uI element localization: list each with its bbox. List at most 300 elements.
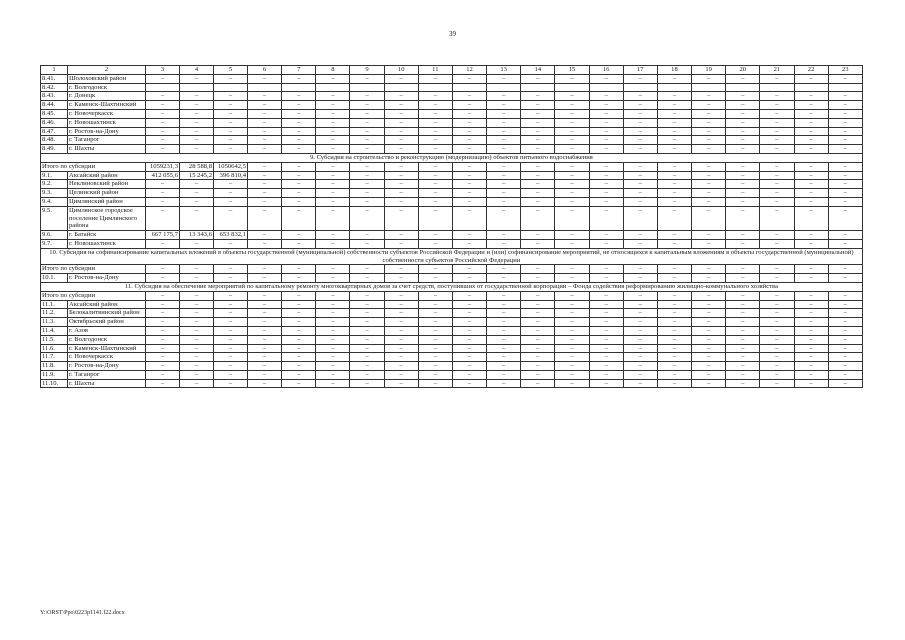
empty-value-cell: – xyxy=(350,118,384,127)
empty-value-cell: – xyxy=(760,127,794,136)
empty-value-cell: – xyxy=(487,74,521,83)
empty-value-cell: – xyxy=(418,370,452,379)
empty-value-cell: – xyxy=(555,231,589,240)
empty-value-cell: – xyxy=(248,353,282,362)
empty-value-cell: – xyxy=(623,318,657,327)
table-row xyxy=(41,197,863,206)
empty-value-cell: – xyxy=(384,379,418,388)
row-number: 9.5. xyxy=(41,206,68,230)
empty-value-cell: – xyxy=(589,171,623,180)
empty-value-cell: – xyxy=(726,370,760,379)
municipality-name: Целинский район xyxy=(68,189,146,198)
empty-value-cell: – xyxy=(452,189,486,198)
empty-value-cell: – xyxy=(214,145,248,154)
total-label: Итого по субсидии xyxy=(41,291,146,300)
empty-value-cell: – xyxy=(828,379,862,388)
empty-value-cell: – xyxy=(316,101,350,110)
empty-value-cell: – xyxy=(760,145,794,154)
empty-value-cell: – xyxy=(146,136,180,145)
row-number: 8.49. xyxy=(41,145,68,154)
empty-value-cell: – xyxy=(623,92,657,101)
empty-value-cell: – xyxy=(316,197,350,206)
empty-value-cell xyxy=(350,83,384,92)
empty-value-cell: – xyxy=(316,318,350,327)
empty-value-cell: – xyxy=(418,309,452,318)
empty-value-cell: – xyxy=(282,109,316,118)
empty-value-cell: – xyxy=(726,127,760,136)
empty-value-cell: – xyxy=(180,265,214,274)
empty-value-cell: – xyxy=(418,291,452,300)
page-number: 39 xyxy=(449,30,456,38)
municipality-name: г. Новошахтинск xyxy=(68,118,146,127)
empty-value-cell: – xyxy=(794,379,828,388)
empty-value-cell xyxy=(794,83,828,92)
empty-value-cell: – xyxy=(760,335,794,344)
empty-value-cell: – xyxy=(589,309,623,318)
empty-value-cell: – xyxy=(214,344,248,353)
empty-value-cell: – xyxy=(487,379,521,388)
row-number: 11.6. xyxy=(41,344,68,353)
empty-value-cell: – xyxy=(726,265,760,274)
empty-value-cell: – xyxy=(146,127,180,136)
empty-value-cell: – xyxy=(282,74,316,83)
empty-value-cell: – xyxy=(555,265,589,274)
empty-value-cell: – xyxy=(623,326,657,335)
empty-value-cell: – xyxy=(726,353,760,362)
empty-value-cell: – xyxy=(726,291,760,300)
empty-value-cell: – xyxy=(180,353,214,362)
empty-value-cell: – xyxy=(214,109,248,118)
empty-value-cell: – xyxy=(146,92,180,101)
empty-value-cell: – xyxy=(180,335,214,344)
empty-value-cell: – xyxy=(555,189,589,198)
empty-value-cell: – xyxy=(146,370,180,379)
empty-value-cell: – xyxy=(794,335,828,344)
empty-value-cell: – xyxy=(521,353,555,362)
empty-value-cell: – xyxy=(248,309,282,318)
empty-value-cell: – xyxy=(828,274,862,283)
empty-value-cell: – xyxy=(657,353,691,362)
empty-value-cell: – xyxy=(487,265,521,274)
column-number-cell: 2 xyxy=(68,66,146,75)
total-row xyxy=(41,265,863,274)
empty-value-cell: – xyxy=(350,344,384,353)
empty-value-cell: – xyxy=(828,353,862,362)
municipality-name: г. Волгодонск xyxy=(68,83,146,92)
empty-value-cell: – xyxy=(589,180,623,189)
empty-value-cell: – xyxy=(794,180,828,189)
table-row xyxy=(41,118,863,127)
column-number-cell: 5 xyxy=(214,66,248,75)
empty-value-cell: – xyxy=(623,291,657,300)
empty-value-cell: – xyxy=(350,318,384,327)
empty-value-cell: – xyxy=(623,171,657,180)
empty-value-cell: – xyxy=(521,118,555,127)
column-number-cell: 10 xyxy=(384,66,418,75)
municipality-name: г. Ростов-на-Дону xyxy=(68,362,146,371)
empty-value-cell: – xyxy=(350,353,384,362)
empty-value-cell: – xyxy=(350,197,384,206)
empty-value-cell: – xyxy=(214,274,248,283)
empty-value-cell: – xyxy=(657,362,691,371)
empty-value-cell: – xyxy=(692,274,726,283)
empty-value-cell: – xyxy=(316,362,350,371)
empty-value-cell: – xyxy=(214,335,248,344)
municipality-name: г. Каменск-Шахтинский xyxy=(68,344,146,353)
empty-value-cell: – xyxy=(180,344,214,353)
value-cell: 1059231,3 xyxy=(146,162,180,171)
empty-value-cell: – xyxy=(521,206,555,230)
empty-value-cell: – xyxy=(146,206,180,230)
empty-value-cell: – xyxy=(555,335,589,344)
empty-value-cell: – xyxy=(384,136,418,145)
empty-value-cell: – xyxy=(760,197,794,206)
row-number: 11.2. xyxy=(41,309,68,318)
empty-value-cell: – xyxy=(589,127,623,136)
empty-value-cell: – xyxy=(760,74,794,83)
empty-value-cell: – xyxy=(828,189,862,198)
empty-value-cell: – xyxy=(623,239,657,248)
empty-value-cell: – xyxy=(760,109,794,118)
empty-value-cell xyxy=(418,83,452,92)
empty-value-cell: – xyxy=(623,145,657,154)
empty-value-cell: – xyxy=(487,326,521,335)
empty-value-cell: – xyxy=(623,189,657,198)
empty-value-cell: – xyxy=(794,145,828,154)
row-number: 8.48. xyxy=(41,136,68,145)
empty-value-cell: – xyxy=(726,379,760,388)
empty-value-cell: – xyxy=(248,180,282,189)
empty-value-cell: – xyxy=(384,309,418,318)
empty-value-cell: – xyxy=(589,326,623,335)
empty-value-cell: – xyxy=(555,145,589,154)
empty-value-cell: – xyxy=(350,265,384,274)
empty-value-cell: – xyxy=(316,171,350,180)
empty-value-cell: – xyxy=(794,344,828,353)
empty-value-cell: – xyxy=(828,180,862,189)
empty-value-cell: – xyxy=(555,101,589,110)
empty-value-cell: – xyxy=(555,92,589,101)
empty-value-cell: – xyxy=(316,127,350,136)
empty-value-cell: – xyxy=(657,309,691,318)
municipality-name: Неклиновский район xyxy=(68,180,146,189)
empty-value-cell: – xyxy=(794,370,828,379)
empty-value-cell: – xyxy=(623,265,657,274)
empty-value-cell: – xyxy=(794,231,828,240)
empty-value-cell: – xyxy=(589,318,623,327)
empty-value-cell xyxy=(589,83,623,92)
empty-value-cell: – xyxy=(248,101,282,110)
empty-value-cell: – xyxy=(726,197,760,206)
empty-value-cell: – xyxy=(657,274,691,283)
empty-value-cell: – xyxy=(316,189,350,198)
municipality-name: г. Новочеркасск xyxy=(68,109,146,118)
empty-value-cell: – xyxy=(418,109,452,118)
table-row xyxy=(41,101,863,110)
empty-value-cell: – xyxy=(692,291,726,300)
empty-value-cell: – xyxy=(555,180,589,189)
value-cell: 1050642,5 xyxy=(214,162,248,171)
empty-value-cell: – xyxy=(146,145,180,154)
empty-value-cell: – xyxy=(657,318,691,327)
municipality-name: г. Шахты xyxy=(68,145,146,154)
empty-value-cell: – xyxy=(521,362,555,371)
empty-value-cell: – xyxy=(248,379,282,388)
total-row xyxy=(41,291,863,300)
empty-value-cell: – xyxy=(214,239,248,248)
empty-value-cell: – xyxy=(487,362,521,371)
empty-value-cell: – xyxy=(350,101,384,110)
empty-value-cell: – xyxy=(794,326,828,335)
row-number: 11.4. xyxy=(41,326,68,335)
empty-value-cell: – xyxy=(828,92,862,101)
column-number-cell: 18 xyxy=(657,66,691,75)
empty-value-cell: – xyxy=(384,274,418,283)
empty-value-cell: – xyxy=(282,335,316,344)
empty-value-cell: – xyxy=(828,197,862,206)
empty-value-cell: – xyxy=(487,101,521,110)
empty-value-cell: – xyxy=(350,127,384,136)
empty-value-cell: – xyxy=(180,180,214,189)
empty-value-cell: – xyxy=(521,180,555,189)
empty-value-cell: – xyxy=(418,127,452,136)
empty-value-cell: – xyxy=(521,109,555,118)
empty-value-cell: – xyxy=(248,344,282,353)
column-number-cell: 1 xyxy=(41,66,68,75)
empty-value-cell: – xyxy=(760,362,794,371)
empty-value-cell: – xyxy=(555,379,589,388)
empty-value-cell xyxy=(555,83,589,92)
column-number-cell: 21 xyxy=(760,66,794,75)
empty-value-cell: – xyxy=(828,318,862,327)
column-number-cell: 6 xyxy=(248,66,282,75)
empty-value-cell: – xyxy=(657,162,691,171)
empty-value-cell xyxy=(487,83,521,92)
empty-value-cell: – xyxy=(794,118,828,127)
column-number-cell: 8 xyxy=(316,66,350,75)
empty-value-cell: – xyxy=(146,118,180,127)
column-number-cell: 3 xyxy=(146,66,180,75)
value-cell: 653 832,1 xyxy=(214,231,248,240)
empty-value-cell: – xyxy=(384,101,418,110)
empty-value-cell: – xyxy=(248,92,282,101)
municipality-name: Октябрьский район xyxy=(68,318,146,327)
empty-value-cell: – xyxy=(146,291,180,300)
empty-value-cell: – xyxy=(350,379,384,388)
empty-value-cell: – xyxy=(418,231,452,240)
empty-value-cell: – xyxy=(418,206,452,230)
empty-value-cell: – xyxy=(794,171,828,180)
empty-value-cell: – xyxy=(760,101,794,110)
empty-value-cell: – xyxy=(214,265,248,274)
empty-value-cell: – xyxy=(350,171,384,180)
empty-value-cell: – xyxy=(350,300,384,309)
row-number: 8.42. xyxy=(41,83,68,92)
empty-value-cell: – xyxy=(760,300,794,309)
empty-value-cell: – xyxy=(248,335,282,344)
empty-value-cell: – xyxy=(521,300,555,309)
empty-value-cell: – xyxy=(692,180,726,189)
empty-value-cell: – xyxy=(623,101,657,110)
empty-value-cell: – xyxy=(452,353,486,362)
empty-value-cell: – xyxy=(180,318,214,327)
empty-value-cell: – xyxy=(657,109,691,118)
empty-value-cell: – xyxy=(828,239,862,248)
empty-value-cell: – xyxy=(692,109,726,118)
empty-value-cell xyxy=(828,83,862,92)
empty-value-cell: – xyxy=(248,197,282,206)
empty-value-cell: – xyxy=(248,171,282,180)
empty-value-cell: – xyxy=(418,239,452,248)
empty-value-cell: – xyxy=(282,231,316,240)
empty-value-cell: – xyxy=(521,197,555,206)
empty-value-cell: – xyxy=(282,370,316,379)
empty-value-cell: – xyxy=(384,127,418,136)
empty-value-cell: – xyxy=(657,265,691,274)
table-row xyxy=(41,370,863,379)
empty-value-cell: – xyxy=(521,74,555,83)
empty-value-cell: – xyxy=(794,300,828,309)
empty-value-cell: – xyxy=(452,74,486,83)
empty-value-cell: – xyxy=(418,162,452,171)
empty-value-cell: – xyxy=(657,335,691,344)
row-number: 11.3. xyxy=(41,318,68,327)
empty-value-cell: – xyxy=(180,92,214,101)
empty-value-cell: – xyxy=(350,291,384,300)
empty-value-cell: – xyxy=(487,171,521,180)
empty-value-cell: – xyxy=(452,239,486,248)
empty-value-cell xyxy=(623,83,657,92)
table-row xyxy=(41,353,863,362)
empty-value-cell xyxy=(282,83,316,92)
empty-value-cell: – xyxy=(657,239,691,248)
empty-value-cell: – xyxy=(794,353,828,362)
empty-value-cell: – xyxy=(692,265,726,274)
empty-value-cell: – xyxy=(452,136,486,145)
empty-value-cell: – xyxy=(623,379,657,388)
column-number-cell: 15 xyxy=(555,66,589,75)
empty-value-cell: – xyxy=(589,162,623,171)
table-row xyxy=(41,109,863,118)
empty-value-cell: – xyxy=(180,300,214,309)
empty-value-cell: – xyxy=(418,118,452,127)
empty-value-cell: – xyxy=(316,265,350,274)
empty-value-cell: – xyxy=(316,206,350,230)
empty-value-cell: – xyxy=(350,145,384,154)
column-number-cell: 19 xyxy=(692,66,726,75)
empty-value-cell: – xyxy=(623,274,657,283)
empty-value-cell: – xyxy=(487,92,521,101)
empty-value-cell: – xyxy=(589,145,623,154)
empty-value-cell: – xyxy=(760,171,794,180)
empty-value-cell: – xyxy=(760,189,794,198)
empty-value-cell: – xyxy=(521,309,555,318)
empty-value-cell: – xyxy=(794,162,828,171)
empty-value-cell: – xyxy=(760,180,794,189)
row-number: 9.6. xyxy=(41,231,68,240)
empty-value-cell: – xyxy=(180,145,214,154)
empty-value-cell: – xyxy=(350,189,384,198)
empty-value-cell: – xyxy=(418,362,452,371)
section-heading-row xyxy=(41,248,863,265)
empty-value-cell: – xyxy=(214,101,248,110)
column-number-cell: 11 xyxy=(418,66,452,75)
empty-value-cell: – xyxy=(487,197,521,206)
empty-value-cell: – xyxy=(521,335,555,344)
empty-value-cell: – xyxy=(794,318,828,327)
empty-value-cell: – xyxy=(180,379,214,388)
empty-value-cell: – xyxy=(350,136,384,145)
empty-value-cell: – xyxy=(555,162,589,171)
empty-value-cell: – xyxy=(555,362,589,371)
empty-value-cell: – xyxy=(794,197,828,206)
empty-value-cell: – xyxy=(487,136,521,145)
empty-value-cell: – xyxy=(657,180,691,189)
municipality-name: г. Каменск-Шахтинский xyxy=(68,101,146,110)
empty-value-cell: – xyxy=(623,335,657,344)
empty-value-cell: – xyxy=(589,74,623,83)
empty-value-cell: – xyxy=(828,309,862,318)
empty-value-cell: – xyxy=(794,265,828,274)
empty-value-cell: – xyxy=(726,362,760,371)
municipality-name: г. Шахты xyxy=(68,379,146,388)
empty-value-cell: – xyxy=(146,326,180,335)
empty-value-cell: – xyxy=(521,145,555,154)
empty-value-cell: – xyxy=(214,362,248,371)
empty-value-cell: – xyxy=(350,74,384,83)
empty-value-cell: – xyxy=(487,344,521,353)
column-number-row xyxy=(41,66,863,75)
empty-value-cell: – xyxy=(623,136,657,145)
empty-value-cell: – xyxy=(452,379,486,388)
empty-value-cell: – xyxy=(726,309,760,318)
empty-value-cell: – xyxy=(828,326,862,335)
empty-value-cell: – xyxy=(692,145,726,154)
empty-value-cell: – xyxy=(623,197,657,206)
empty-value-cell: – xyxy=(316,74,350,83)
empty-value-cell xyxy=(726,83,760,92)
empty-value-cell: – xyxy=(692,197,726,206)
empty-value-cell: – xyxy=(760,231,794,240)
empty-value-cell: – xyxy=(555,300,589,309)
empty-value-cell xyxy=(146,83,180,92)
empty-value-cell: – xyxy=(384,231,418,240)
empty-value-cell: – xyxy=(384,335,418,344)
empty-value-cell: – xyxy=(692,206,726,230)
municipality-name: г. Новочеркасск xyxy=(68,353,146,362)
empty-value-cell: – xyxy=(692,370,726,379)
empty-value-cell: – xyxy=(794,101,828,110)
empty-value-cell: – xyxy=(726,92,760,101)
empty-value-cell: – xyxy=(146,74,180,83)
municipality-name: Аксайский район xyxy=(68,300,146,309)
empty-value-cell xyxy=(316,83,350,92)
empty-value-cell: – xyxy=(180,239,214,248)
empty-value-cell xyxy=(521,83,555,92)
table-row xyxy=(41,127,863,136)
empty-value-cell: – xyxy=(248,274,282,283)
empty-value-cell: – xyxy=(589,101,623,110)
empty-value-cell: – xyxy=(180,109,214,118)
empty-value-cell: – xyxy=(692,118,726,127)
empty-value-cell: – xyxy=(282,300,316,309)
empty-value-cell: – xyxy=(657,300,691,309)
empty-value-cell: – xyxy=(692,171,726,180)
value-cell: 667 175,7 xyxy=(146,231,180,240)
empty-value-cell: – xyxy=(384,370,418,379)
empty-value-cell: – xyxy=(146,353,180,362)
empty-value-cell: – xyxy=(760,379,794,388)
